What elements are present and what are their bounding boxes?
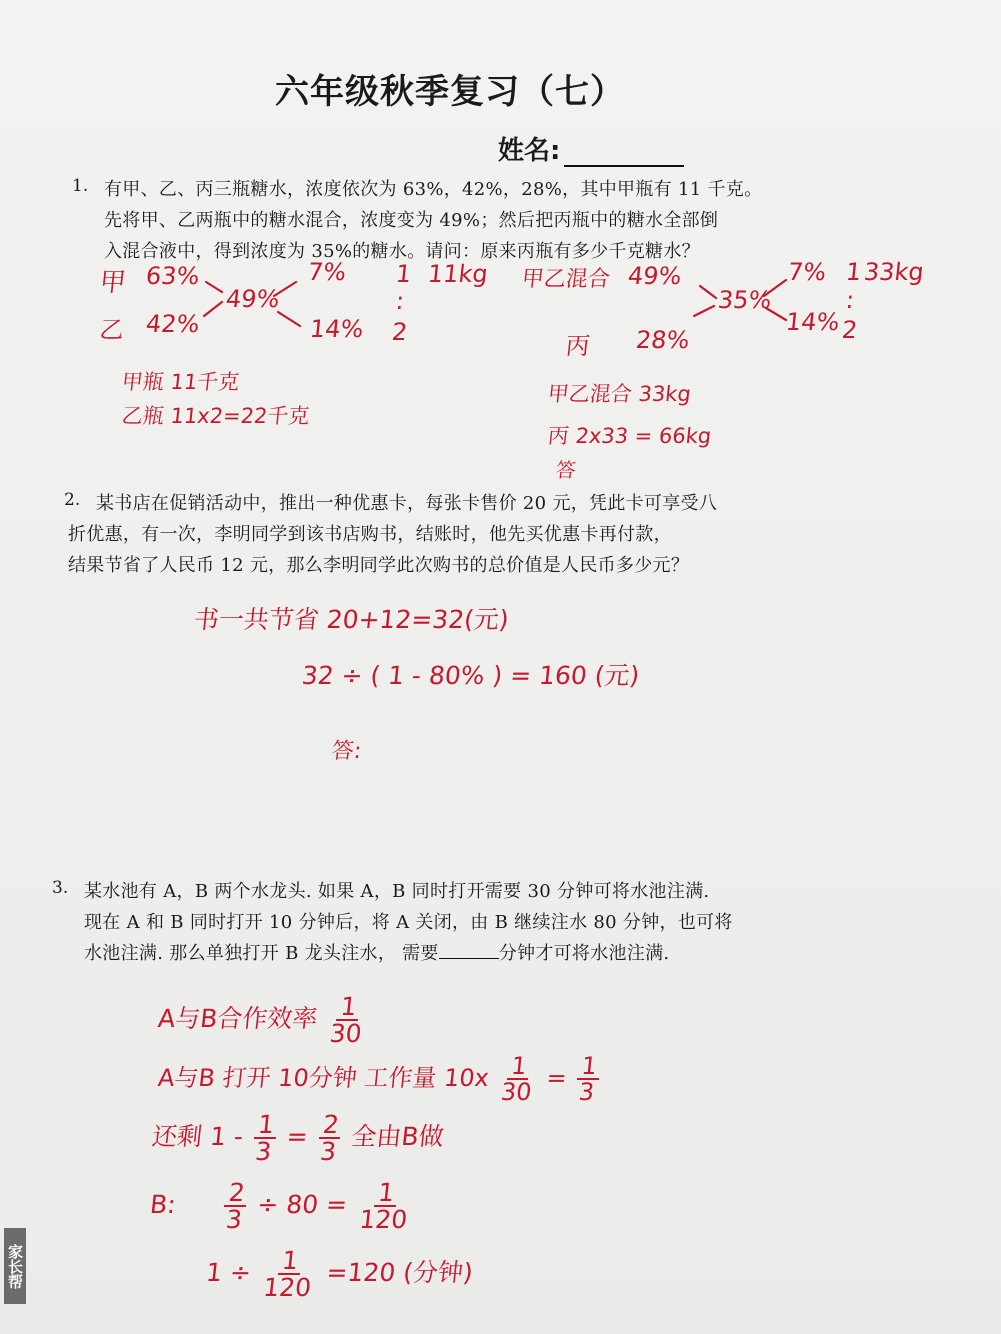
hw-q3-row4-label: B: — [148, 1190, 178, 1219]
page-title: 六年级秋季复习（七） — [275, 72, 625, 112]
hw-r1b: 1 — [844, 258, 863, 286]
hw-q1-line2: 乙瓶 11x2=22千克 — [120, 404, 311, 428]
fraction: $\frac{2}{3}$ — [316, 1112, 343, 1164]
hw-mix49: 49% — [626, 262, 683, 290]
fraction: $\frac{1}{30}$ — [328, 992, 364, 1048]
question-1-line: 有甲、乙、丙三瓶糖水，浓度依次为 63%，42%，28%，其中甲瓶有 11 千克。 — [104, 179, 763, 200]
cross-line — [206, 282, 222, 292]
hw-q3-row3: 还剩 1 - $\frac{1}{3}$ = $\frac{2}{3}$ 全由B做 — [150, 1110, 446, 1166]
hw-q3-row1-label: A与B合作效率 — [156, 1004, 319, 1033]
hw-q1-line4: 丙 2x33 = 66kg — [546, 424, 713, 448]
question-3-line3-start: 水池注满. 那么单独打开 B 龙头注水， 需要 — [84, 943, 439, 964]
hw-kg33: 33kg — [862, 258, 926, 286]
hw-colon: : — [394, 287, 406, 315]
fraction: $\frac{1}{3}$ — [251, 1112, 278, 1164]
cross-line — [278, 312, 300, 326]
cross-line — [694, 306, 714, 316]
hw-q2-line2: 32 ÷ ( 1 - 80% ) = 160 (元) — [300, 661, 641, 690]
hw-q3-row5: 1 ÷ $\frac{1}{120}$ =120 (分钟) — [204, 1246, 475, 1302]
cross-line — [204, 302, 222, 316]
cross-line — [764, 280, 786, 296]
cross-line — [700, 286, 716, 298]
question-1-line: 先将甲、乙两瓶中的糖水混合，浓度变为 49%；然后把丙瓶中的糖水全部倒 — [104, 210, 719, 231]
question-1-number: 1. — [72, 176, 89, 196]
hw-colonb: : — [844, 286, 856, 314]
hw-q3-row2: A与B 打开 10分钟 工作量 10x $\frac{1}{30}$ = $\frac{1}{3}$ — [155, 1054, 604, 1104]
hw-c49: 49% — [224, 285, 281, 313]
hw-r2: 2 — [390, 318, 409, 346]
hw-c35: 35% — [716, 286, 773, 314]
hw-q3-row3-pre: 还剩 1 - — [150, 1122, 245, 1151]
hw-yi: 乙 — [98, 316, 126, 344]
hw-bing: 丙 — [564, 332, 592, 360]
question-2-line: 某书店在促销活动中，推出一种优惠卡，每张卡售价 20 元，凭此卡可享受八 — [96, 493, 718, 514]
question-2-line: 折优惠，有一次，李明同学到该书店购书，结账时，他先买优惠卡再付款， — [68, 524, 672, 545]
fraction: $\frac{1}{3}$ — [575, 1054, 602, 1104]
watermark-logo: 家长帮 — [4, 1228, 26, 1304]
fraction: $\frac{2}{3}$ — [222, 1180, 249, 1232]
question-3-number: 3. — [52, 878, 69, 898]
fraction: $\frac{1}{30}$ — [499, 1052, 533, 1106]
question-1-line: 入混合液中，得到浓度为 35%的糖水。请问：原来丙瓶有多少千克糖水？ — [104, 241, 700, 262]
hw-q1-line1: 甲瓶 11千克 — [120, 370, 241, 394]
hw-q3-row3-post: 全由B做 — [350, 1122, 446, 1151]
fraction: $\frac{1}{120}$ — [357, 1178, 409, 1234]
hw-q1-answer: 答 — [554, 458, 578, 482]
question-3-line: 某水池有 A，B 两个水龙头. 如果 A，B 同时打开需要 30 分钟可将水池注满. — [84, 881, 710, 902]
hw-q2-line1: 书一共节省 20+12=32(元) — [192, 605, 511, 634]
name-label: 姓名: — [498, 136, 561, 166]
question-3-line: 现在 A 和 B 同时打开 10 分钟后，将 A 关闭，由 B 继续注水 80 分钟，也可将 — [84, 912, 733, 933]
hw-q2-answer: 答: — [330, 739, 363, 764]
question-2-line: 结果节省了人民币 12 元，那么李明同学此次购书的总价值是人民币多少元？ — [68, 555, 690, 576]
hw-d14b: 14% — [784, 308, 841, 336]
hw-c28: 28% — [634, 326, 691, 354]
hw-q1-line3: 甲乙混合 33kg — [546, 382, 693, 406]
question-3-line3-end: 分钟才可将水池注满. — [498, 943, 670, 964]
hw-r1: 1 — [394, 260, 413, 288]
hw-c63: 63% — [144, 262, 201, 290]
hw-c42: 42% — [144, 310, 201, 338]
hw-d7b: 7% — [786, 258, 828, 286]
question-2-number: 2. — [64, 490, 81, 510]
hw-r2b: 2 — [840, 316, 859, 344]
hw-kg11: 11kg — [426, 260, 490, 288]
cross-line — [274, 282, 296, 296]
hw-q3-row4: B: $\frac{2}{3}$ ÷ 80 = $\frac{1}{120}$ — [147, 1180, 417, 1232]
hw-d7: 7% — [306, 258, 348, 286]
hw-d14: 14% — [308, 315, 365, 343]
hw-mix: 甲乙混合 — [520, 267, 612, 292]
cross-line — [766, 308, 786, 320]
fraction: $\frac{1}{120}$ — [261, 1246, 313, 1302]
hw-q3-row2-label: A与B 打开 10分钟 工作量 10x — [156, 1064, 491, 1092]
hw-jia: 甲 — [98, 268, 128, 298]
